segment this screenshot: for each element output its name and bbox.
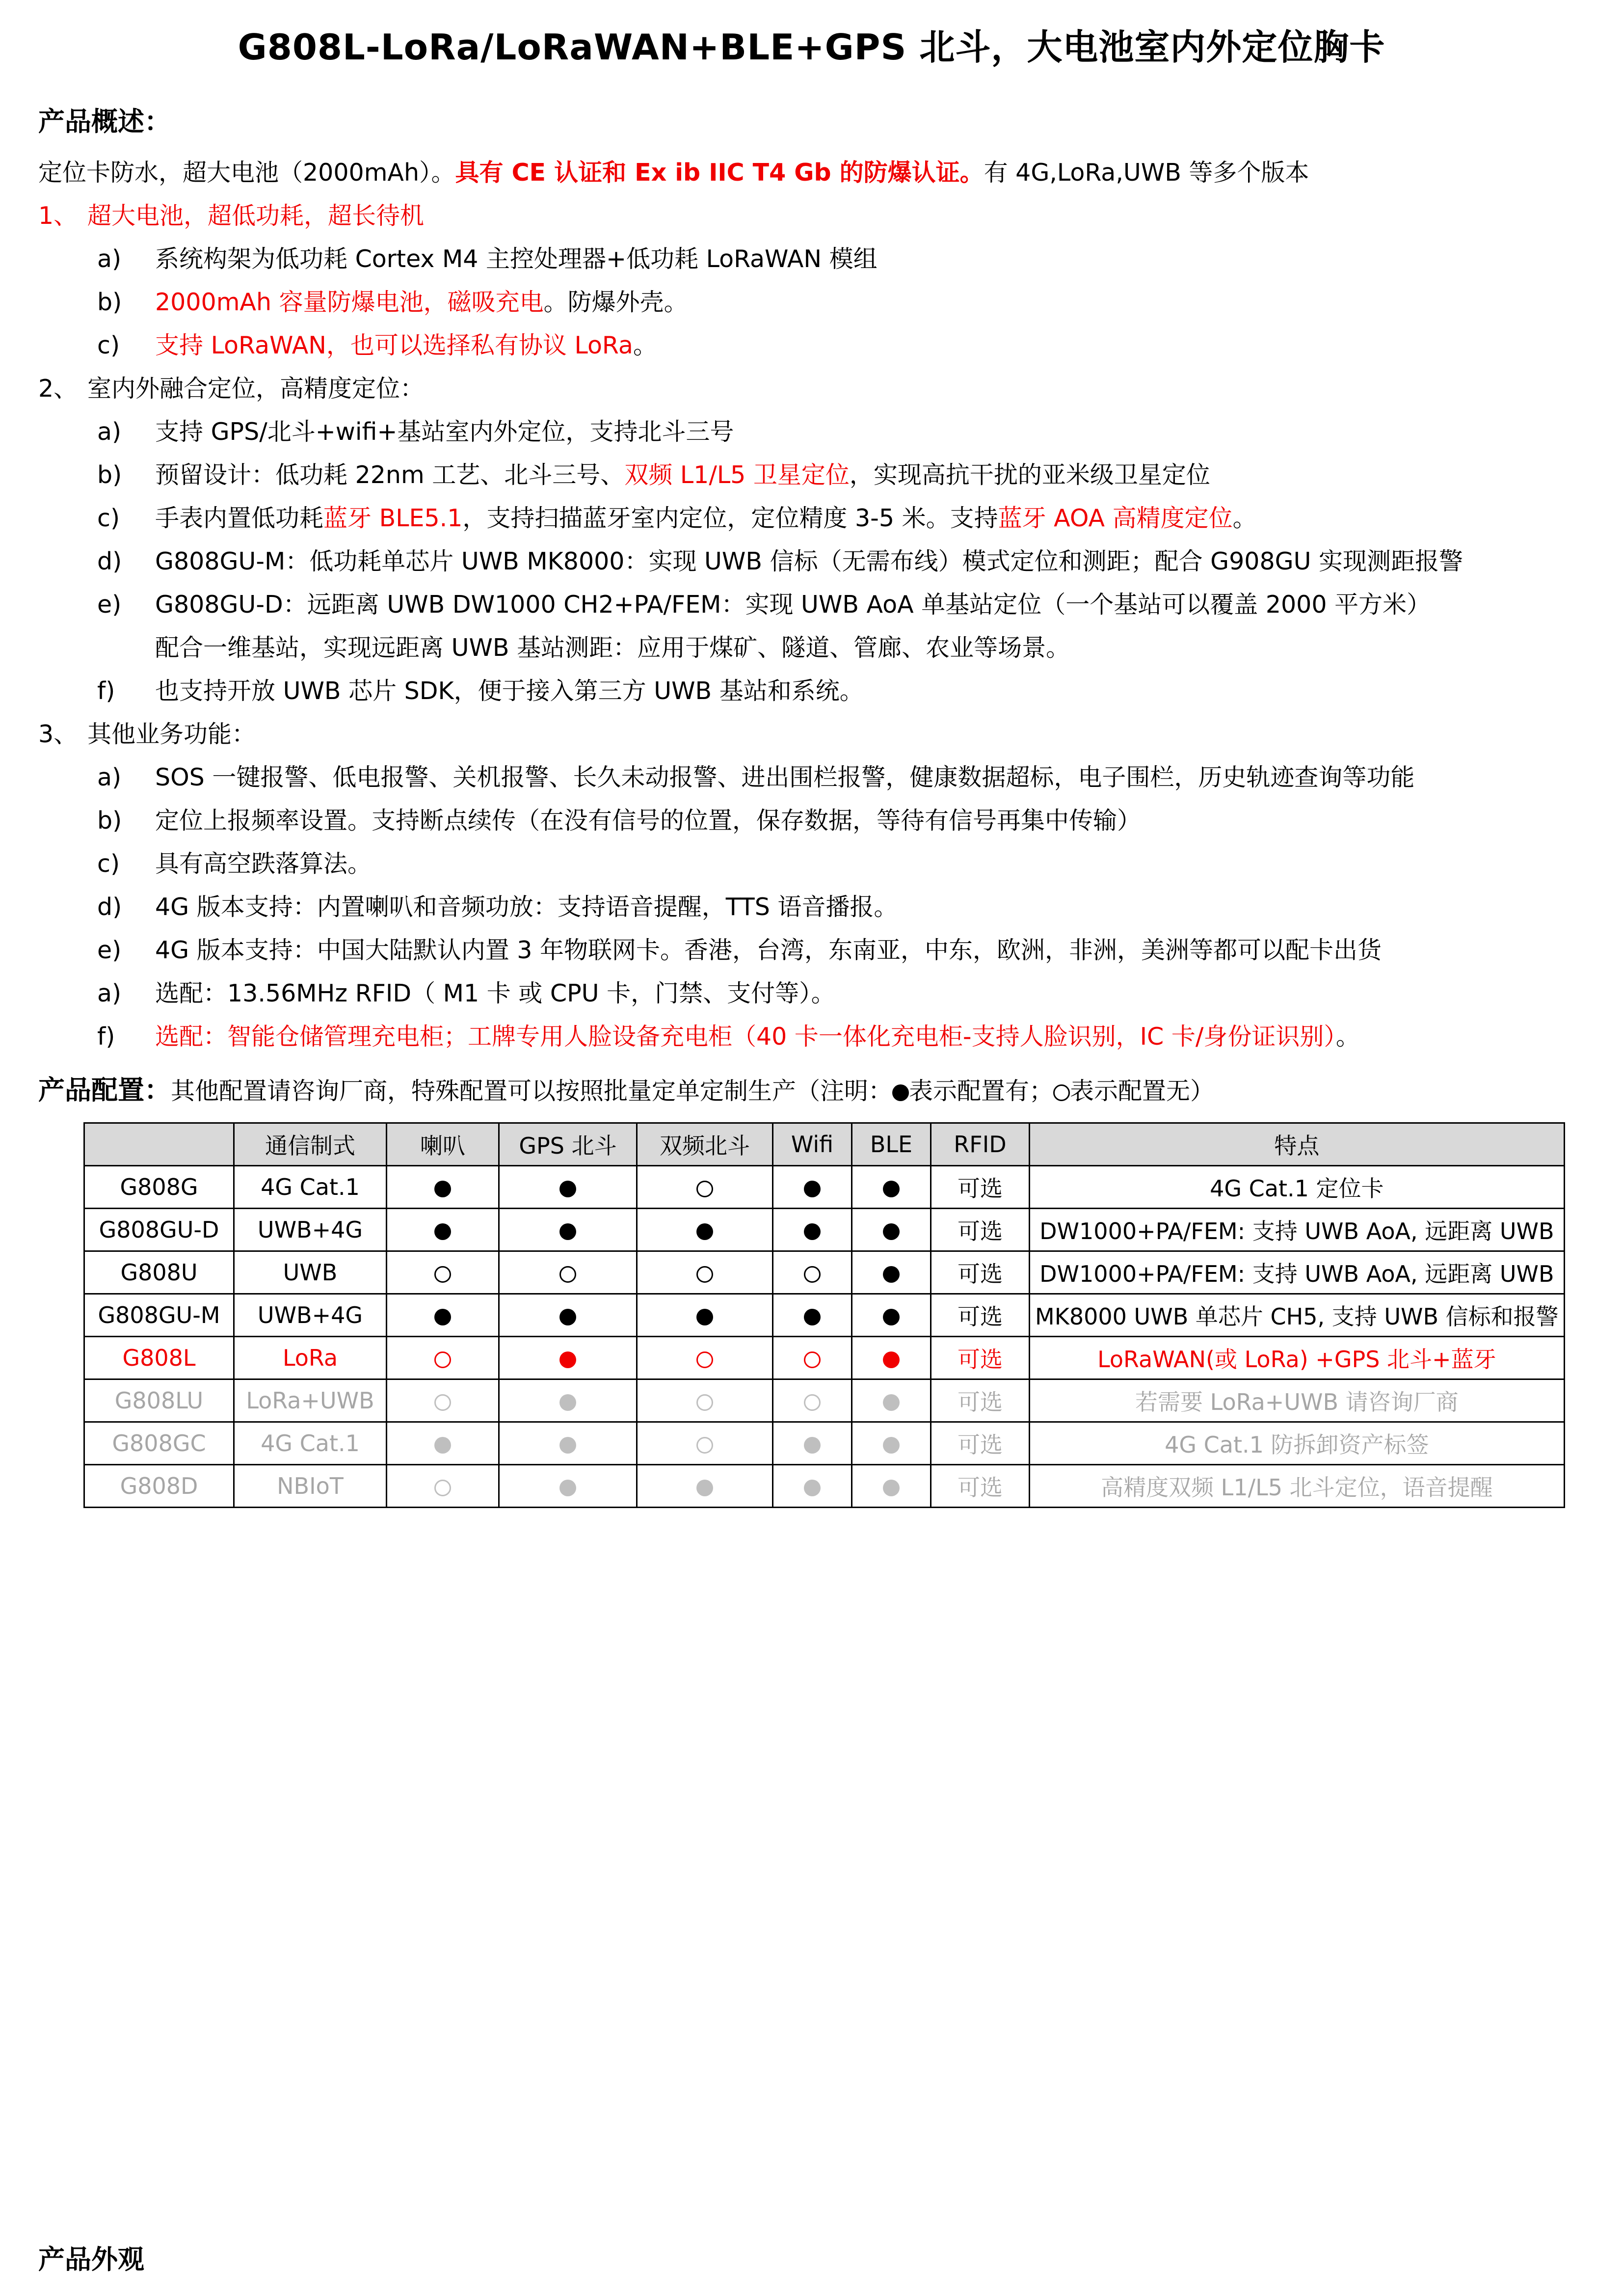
rfid-cell: 可选: [931, 1379, 1030, 1422]
overview-heading: 产品概述：: [38, 106, 171, 137]
filled-circle-icon: [559, 1480, 576, 1496]
speaker-cell: [387, 1337, 499, 1379]
rfid-cell: 可选: [931, 1294, 1030, 1337]
filled-circle-icon: [883, 1394, 900, 1411]
config-note: 其他配置请咨询厂商，特殊配置可以按照批量定单定制生产（注明：: [171, 1077, 893, 1105]
page-title: G808L-LoRa/LoRaWAN+BLE+GPS 北斗，大电池室内外定位胸卡: [238, 27, 1385, 68]
filled-circle-icon: [883, 1181, 900, 1197]
item-letter: a): [97, 418, 122, 446]
ble-cell: [852, 1294, 931, 1337]
dual-cell: [637, 1294, 773, 1337]
feature-cell: DW1000+PA/FEM: 支持 UWB AoA, 远距离 UWB: [1030, 1251, 1565, 1294]
rfid-cell: 可选: [931, 1422, 1030, 1465]
empty-circle-icon: [696, 1351, 713, 1368]
empty-circle-icon: [696, 1394, 713, 1411]
item-text: 选配：13.56MHz RFID（ M1 卡 或 CPU 卡，门禁、支付等）。: [155, 979, 835, 1007]
filled-circle-icon: [559, 1223, 576, 1240]
item-letter: c): [97, 331, 120, 359]
filled-circle-icon: [804, 1309, 821, 1325]
dual-cell: [637, 1337, 773, 1379]
model-cell: G808D: [84, 1465, 234, 1508]
wifi-cell: [773, 1465, 852, 1508]
speaker-cell: [387, 1465, 499, 1508]
rfid-cell: 可选: [931, 1209, 1030, 1251]
item-text: SOS 一键报警、低电报警、关机报警、长久未动报警、进出围栏报警，健康数据超标，电子围栏，历史轨迹查询等功能: [155, 763, 1415, 791]
feature-cell: 高精度双频 L1/L5 北斗定位，语音提醒: [1030, 1465, 1565, 1508]
header-rfid: RFID: [931, 1123, 1030, 1166]
config-heading-line: [38, 1069, 1214, 1107]
dual-cell: [637, 1251, 773, 1294]
wifi-cell: [773, 1294, 852, 1337]
rfid-cell: 可选: [931, 1465, 1030, 1508]
item-3e: [97, 936, 1382, 965]
feature-cell: 若需要 LoRa+UWB 请咨询厂商: [1030, 1379, 1565, 1422]
table-row: [84, 1337, 1565, 1379]
empty-circle-icon: [434, 1266, 451, 1283]
table-row: [84, 1379, 1565, 1422]
overview-intro: [38, 158, 1309, 188]
item-text: 预留设计：低功耗 22nm 工艺、北斗三号、: [155, 461, 625, 489]
feature-cell: 4G Cat.1 防拆卸资产标签: [1030, 1422, 1565, 1465]
gps-cell: [499, 1422, 637, 1465]
item-letter: f): [97, 677, 115, 705]
item-letter: c): [97, 504, 120, 532]
filled-circle-icon: [883, 1223, 900, 1240]
empty-circle-icon: [804, 1266, 821, 1283]
speaker-cell: [387, 1422, 499, 1465]
item-highlight: 支持 LoRaWAN，也可以选择私有协议 LoRa: [155, 331, 633, 359]
header-gps: GPS 北斗: [499, 1123, 637, 1166]
item-text: 系统构架为低功耗 Cortex M4 主控处理器+低功耗 LoRaWAN 模组: [155, 245, 878, 273]
speaker-cell: [387, 1209, 499, 1251]
empty-circle-icon: [434, 1480, 451, 1496]
item-letter: e): [97, 936, 122, 964]
ble-cell: [852, 1422, 931, 1465]
dual-cell: [637, 1379, 773, 1422]
empty-circle-icon: [696, 1437, 713, 1454]
item-highlight: 双频 L1/L5 卫星定位: [624, 461, 850, 489]
item-highlight: 选配：智能仓储管理充电柜；工牌专用人脸设备充电柜（40 卡一体化充电柜-支持人脸识别，IC 卡/身份证识别）: [155, 1023, 1336, 1051]
item-text: 具有高空跌落算法。: [155, 850, 372, 878]
item-letter: a): [97, 979, 122, 1007]
empty-circle-icon: [804, 1394, 821, 1411]
table-row: [84, 1294, 1565, 1337]
wifi-cell: [773, 1166, 852, 1209]
item-letter: b): [97, 807, 122, 835]
item-letter: a): [97, 245, 122, 273]
item-letter: e): [97, 591, 122, 619]
header-speaker: 喇叭: [387, 1123, 499, 1166]
item-letter: f): [97, 1023, 115, 1051]
intro-certification: 具有 CE 认证和 Ex ib IIC T4 Gb 的防爆认证。: [455, 159, 984, 187]
item-1c: [97, 331, 657, 360]
section-title: 其他业务功能：: [87, 720, 256, 748]
section-number: 3、: [38, 720, 78, 748]
item-3b: [97, 806, 1141, 836]
item-3d: [97, 892, 898, 922]
config-note: 表示配置有；: [909, 1077, 1054, 1105]
comm-cell: NBIoT: [234, 1465, 387, 1508]
empty-circle-icon: [1053, 1084, 1070, 1101]
gps-cell: [499, 1209, 637, 1251]
item-highlight: 2000mAh 容量防爆电池，磁吸充电: [155, 288, 544, 316]
header-ble: BLE: [852, 1123, 931, 1166]
item-2e: [97, 590, 1431, 620]
config-table-header: [84, 1123, 1565, 1166]
comm-cell: 4G Cat.1: [234, 1422, 387, 1465]
dual-cell: [637, 1166, 773, 1209]
filled-circle-icon: [434, 1223, 451, 1240]
item-text: 。: [1335, 1023, 1360, 1051]
item-2f: [97, 676, 864, 706]
item-text: 支持 GPS/北斗+wifi+基站室内外定位，支持北斗三号: [155, 418, 734, 446]
filled-circle-icon: [434, 1181, 451, 1197]
wifi-cell: [773, 1379, 852, 1422]
item-text: G808GU-M：低功耗单芯片 UWB MK8000：实现 UWB 信标（无需布线）模式定位和测距；配合 G908GU 实现测距报警: [155, 547, 1463, 575]
item-2d: [97, 547, 1463, 576]
section-2: [38, 374, 424, 404]
empty-circle-icon: [434, 1351, 451, 1368]
filled-circle-icon: [559, 1181, 576, 1197]
section-title: 超大电池，超低功耗，超长待机: [87, 202, 425, 230]
item-highlight: 蓝牙 BLE5.1: [323, 504, 463, 532]
item-letter: b): [97, 288, 122, 316]
wifi-cell: [773, 1422, 852, 1465]
item-text: 。: [1232, 504, 1257, 532]
feature-cell: LoRaWAN(或 LoRa) +GPS 北斗+蓝牙: [1030, 1337, 1565, 1379]
header-feature: 特点: [1030, 1123, 1565, 1166]
filled-circle-icon: [559, 1437, 576, 1454]
ble-cell: [852, 1251, 931, 1294]
filled-circle-icon: [804, 1437, 821, 1454]
intro-versions: 有 4G,LoRa,UWB 等多个版本: [984, 159, 1309, 187]
item-text: G808GU-D：远距离 UWB DW1000 CH2+PA/FEM：实现 UWB AoA 单基站定位（一个基站可以覆盖 2000 平方米）: [155, 591, 1431, 619]
item-text: 也支持开放 UWB 芯片 SDK，便于接入第三方 UWB 基站和系统。: [155, 677, 864, 705]
filled-circle-icon: [434, 1437, 451, 1454]
ble-cell: [852, 1379, 931, 1422]
rfid-cell: 可选: [931, 1251, 1030, 1294]
item-3a: [97, 763, 1414, 792]
item-3a-rfid: [97, 979, 835, 1008]
item-letter: d): [97, 893, 122, 921]
feature-cell: 4G Cat.1 定位卡: [1030, 1166, 1565, 1209]
filled-circle-icon: [559, 1351, 576, 1368]
model-cell: G808G: [84, 1166, 234, 1209]
item-letter: a): [97, 763, 122, 791]
filled-circle-icon: [804, 1480, 821, 1496]
ble-cell: [852, 1166, 931, 1209]
dual-cell: [637, 1422, 773, 1465]
section-number: 1、: [38, 202, 78, 230]
wifi-cell: [773, 1337, 852, 1379]
filled-circle-icon: [883, 1351, 900, 1368]
section-number: 2、: [38, 375, 78, 403]
item-1a: [97, 244, 878, 274]
rfid-cell: 可选: [931, 1166, 1030, 1209]
filled-circle-icon: [559, 1394, 576, 1411]
item-text: 4G 版本支持：内置喇叭和音频功放：支持语音提醒，TTS 语音播报。: [155, 893, 898, 921]
filled-circle-icon: [696, 1309, 713, 1325]
gps-cell: [499, 1166, 637, 1209]
header-model: [84, 1123, 234, 1166]
item-2e-continued: 配合一维基站，实现远距离 UWB 基站测距：应用于煤矿、隧道、管廊、农业等场景。: [155, 634, 1070, 662]
table-row: [84, 1209, 1565, 1251]
table-row: [84, 1251, 1565, 1294]
comm-cell: LoRa: [234, 1337, 387, 1379]
ble-cell: [852, 1209, 931, 1251]
item-3c: [97, 849, 372, 879]
wifi-cell: [773, 1251, 852, 1294]
wifi-cell: [773, 1209, 852, 1251]
header-comm: 通信制式: [234, 1123, 387, 1166]
filled-circle-icon: [883, 1437, 900, 1454]
comm-cell: UWB+4G: [234, 1294, 387, 1337]
item-3f: [97, 1022, 1360, 1052]
item-text: 。防爆外壳。: [543, 288, 688, 316]
section-1: [38, 201, 424, 231]
empty-circle-icon: [559, 1266, 576, 1283]
table-row: [84, 1465, 1565, 1508]
item-text: 4G 版本支持：中国大陆默认内置 3 年物联网卡。香港，台湾，东南亚，中东，欧洲，非洲，美洲等都可以配卡出货: [155, 936, 1382, 964]
item-1b: [97, 288, 688, 317]
comm-cell: 4G Cat.1: [234, 1166, 387, 1209]
item-text: 手表内置低功耗: [155, 504, 324, 532]
rfid-cell: 可选: [931, 1337, 1030, 1379]
speaker-cell: [387, 1251, 499, 1294]
ble-cell: [852, 1465, 931, 1508]
feature-cell: MK8000 UWB 单芯片 CH5, 支持 UWB 信标和报警: [1030, 1294, 1565, 1337]
filled-circle-icon: [883, 1309, 900, 1325]
dual-cell: [637, 1465, 773, 1508]
section-title: 室内外融合定位，高精度定位：: [87, 375, 425, 403]
gps-cell: [499, 1294, 637, 1337]
model-cell: G808GU-M: [84, 1294, 234, 1337]
filled-circle-icon: [883, 1266, 900, 1283]
empty-circle-icon: [696, 1181, 713, 1197]
item-text: ，实现高抗干扰的亚米级卫星定位: [849, 461, 1210, 489]
model-cell: G808LU: [84, 1379, 234, 1422]
filled-circle-icon: [804, 1223, 821, 1240]
item-highlight: 蓝牙 AOA 高精度定位: [998, 504, 1233, 532]
filled-circle-icon: [883, 1480, 900, 1496]
intro-text: 定位卡防水，超大电池（2000mAh）。: [38, 159, 455, 187]
filled-circle-icon: [559, 1309, 576, 1325]
item-2b: [97, 460, 1210, 490]
model-cell: G808GU-D: [84, 1209, 234, 1251]
appearance-heading: 产品外观: [38, 2244, 144, 2275]
section-3: [38, 720, 256, 749]
filled-circle-icon: [434, 1309, 451, 1325]
speaker-cell: [387, 1379, 499, 1422]
model-cell: G808L: [84, 1337, 234, 1379]
ble-cell: [852, 1337, 931, 1379]
gps-cell: [499, 1251, 637, 1294]
table-row: [84, 1166, 1565, 1209]
item-letter: b): [97, 461, 122, 489]
empty-circle-icon: [434, 1394, 451, 1411]
comm-cell: UWB: [234, 1251, 387, 1294]
speaker-cell: [387, 1166, 499, 1209]
config-table: [83, 1122, 1565, 1508]
item-letter: d): [97, 547, 122, 575]
filled-circle-icon: [696, 1480, 713, 1496]
config-heading: 产品配置：: [38, 1075, 171, 1106]
item-2c: [97, 504, 1257, 533]
item-text: 定位上报频率设置。支持断点续传（在没有信号的位置，保存数据，等待有信号再集中传输）: [155, 807, 1142, 835]
item-2a: [97, 417, 734, 447]
filled-circle-icon: [804, 1181, 821, 1197]
dual-cell: [637, 1209, 773, 1251]
model-cell: G808GC: [84, 1422, 234, 1465]
speaker-cell: [387, 1294, 499, 1337]
empty-circle-icon: [696, 1266, 713, 1283]
item-text: ，支持扫描蓝牙室内定位，定位精度 3-5 米。支持: [462, 504, 998, 532]
gps-cell: [499, 1379, 637, 1422]
filled-circle-icon: [892, 1084, 909, 1101]
gps-cell: [499, 1465, 637, 1508]
item-letter: c): [97, 850, 120, 878]
model-cell: G808U: [84, 1251, 234, 1294]
item-text: 。: [633, 331, 657, 359]
feature-cell: DW1000+PA/FEM: 支持 UWB AoA, 远距离 UWB: [1030, 1209, 1565, 1251]
table-row: [84, 1422, 1565, 1465]
filled-circle-icon: [696, 1223, 713, 1240]
comm-cell: UWB+4G: [234, 1209, 387, 1251]
gps-cell: [499, 1337, 637, 1379]
comm-cell: LoRa+UWB: [234, 1379, 387, 1422]
empty-circle-icon: [804, 1351, 821, 1368]
config-note: 表示配置无）: [1070, 1077, 1215, 1105]
header-wifi: Wifi: [773, 1123, 852, 1166]
header-dual-band: 双频北斗: [637, 1123, 773, 1166]
